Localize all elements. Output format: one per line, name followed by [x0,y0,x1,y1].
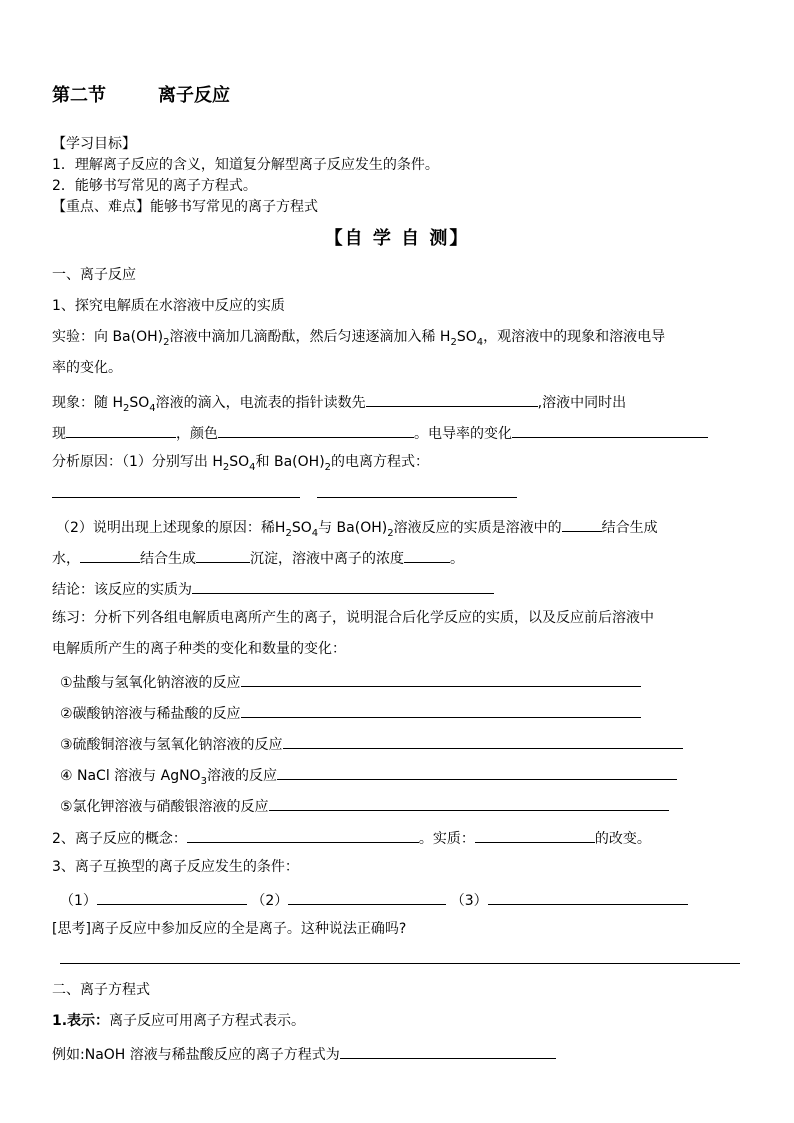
subscript: 2 [324,461,332,473]
key-points-text: 能够书写常见的离子方程式 [150,199,318,215]
answer-blank[interactable] [80,546,140,563]
reason-text-g: 水， [52,551,80,567]
subscript: 4 [311,527,319,539]
experiment-text-d: ，观溶液中的现象和溶液电导 [483,329,666,345]
reason-text-i: 沉淀，溶液中离子的浓度 [250,551,404,567]
answer-blank[interactable] [196,546,250,563]
subscript: 3 [200,775,207,787]
part2-title: 二、离子方程式 [52,982,150,998]
key-points-label: 【重点、难点】 [52,199,150,215]
answer-blank[interactable] [404,546,450,563]
q3-title: 3、离子互换型的离子反应发生的条件： [52,859,299,875]
exercise-item-text: ③硫酸铜溶液与氢氧化钠溶液的反应 [60,737,283,753]
experiment-text-a: 实验：向 Ba(OH) [52,329,164,345]
exercise-item-text: ⑤氯化钾溶液与硝酸银溶液的反应 [60,799,269,815]
q2-text-c: 的改变。 [594,831,651,847]
answer-blank[interactable] [512,421,708,438]
reason-text-d: 与 Ba(OH) [318,520,388,536]
exercise-item-text: 溶液的反应 [206,768,277,784]
phenomenon-text-g: 。电导率的变化 [414,426,512,442]
answer-blank[interactable] [192,577,494,594]
exercise-item-5 [60,794,669,817]
subscript: 4 [476,336,484,348]
objectives-label: 【学习目标】 [52,136,136,152]
experiment-text-c: SO [456,329,477,345]
phenomenon-text-d: ,溶液中同时出 [537,395,627,411]
q2-line [52,826,651,849]
phenomenon-text-c: 溶液的滴入，电流表的指针读数先 [155,395,366,411]
key-points [52,197,318,217]
exercise-item-text: ④ NaCl 溶液与 AgNO [60,768,201,784]
subscript: 2 [222,461,230,473]
q2-text-a: 2、离子反应的概念： [52,831,187,847]
answer-blank[interactable] [218,421,414,438]
answer-line[interactable] [317,497,517,498]
exercise-item-1 [60,670,641,693]
analysis-text-c: 和 Ba(OH) [255,454,325,470]
reason-text-j: 。 [450,551,464,567]
phenomenon-text-f: ，颜色 [176,426,218,442]
reason-line-2 [52,546,464,569]
representation-label: 1.表示： [52,1013,110,1029]
analysis-text-a: 分析原因：（1）分别写出 H [52,454,223,470]
answer-blank[interactable] [283,732,683,749]
phenomenon-text-e: 现 [52,426,66,442]
analysis-line [52,452,429,472]
answer-line[interactable] [52,497,300,498]
phenomenon-text-b: SO [129,395,150,411]
subscript: 2 [163,336,170,348]
subscript: 2 [285,527,292,539]
q3-blanks-line [60,888,688,911]
answer-blank[interactable] [366,390,538,407]
objective-item-2: 2．能够书写常见的离子方程式。 [52,178,257,194]
reason-text-b: H [274,520,286,536]
reason-text-h: 结合生成 [140,551,196,567]
answer-blank[interactable] [97,888,247,905]
subscript: 2 [122,402,130,414]
exercise-item-3 [60,732,683,755]
objective-item-1: 1．理解离子反应的含义，知道复分解型离子反应发生的条件。 [52,157,439,173]
exercise-line-2: 电解质所产生的离子种类的变化和数量的变化： [52,641,346,657]
answer-blank[interactable] [488,888,688,905]
exercise-line-1: 练习：分析下列各组电解质电离所产生的离子，说明混合后化学反应的实质，以及反应前后溶液中 [52,610,654,626]
subscript: 4 [249,461,256,473]
exercise-item-4 [60,763,677,786]
exercise-item-text: ①盐酸与氢氧化钠溶液的反应 [60,675,241,691]
subscript: 2 [387,527,394,539]
answer-blank[interactable] [475,826,595,843]
q2-text-b: 。实质： [418,831,475,847]
representation-text: 离子反应可用离子方程式表示。 [109,1013,306,1029]
section-name: 离子反应 [158,85,230,106]
reason-text-a: （2）说明出现上述现象的原因：稀 [56,520,275,536]
conclusion-line [52,577,494,600]
phenomenon-line-2 [52,421,708,444]
section-number: 第二节 [52,85,106,106]
example-line [52,1042,556,1065]
answer-blank[interactable] [562,515,602,532]
subscript: 4 [149,402,156,414]
reason-text-f: 结合生成 [601,520,658,536]
answer-blank[interactable] [187,826,419,843]
answer-blank[interactable] [241,701,641,718]
experiment-text-b: 溶液中滴加几滴酚酞，然后匀速逐滴加入稀 H [169,329,451,345]
page-title [52,86,230,106]
think-question: [思考]离子反应中参加反应的全是离子。这种说法正确吗? [52,921,407,937]
exercise-item-2 [60,701,641,724]
answer-blank[interactable] [340,1042,556,1059]
reason-line-1 [56,515,658,538]
answer-blank[interactable] [277,763,677,780]
answer-blank[interactable] [269,794,669,811]
conclusion-text: 结论：该反应的实质为 [52,582,192,598]
self-test-heading: 【自 学 自 测】 [324,228,470,249]
reason-text-e: 溶液反应的实质是溶液中的 [393,520,562,536]
experiment-line-2: 率的变化。 [52,360,122,376]
analysis-text-d: 的电离方程式： [331,454,430,470]
q1-title: 1、探究电解质在水溶液中反应的实质 [52,298,285,314]
phenomenon-text-a: 现象：随 H [52,395,123,411]
phenomenon-line-1 [52,390,626,413]
analysis-text-b: SO [229,454,250,470]
q3-label: （1） [60,893,97,909]
q3-label: （2） [251,893,289,909]
answer-blank[interactable] [241,670,641,687]
answer-line[interactable] [60,963,740,964]
answer-blank[interactable] [288,888,446,905]
exercise-item-text: ②碳酸钠溶液与稀盐酸的反应 [60,706,241,722]
reason-text-c: SO [291,520,312,536]
subscript: 2 [450,336,457,348]
experiment-line [52,327,665,347]
example-text: 例如:NaOH 溶液与稀盐酸反应的离子方程式为 [52,1047,340,1063]
q3-label: （3） [450,893,488,909]
representation-line [52,1011,305,1031]
part1-title: 一、离子反应 [52,267,136,283]
answer-blank[interactable] [66,421,176,438]
